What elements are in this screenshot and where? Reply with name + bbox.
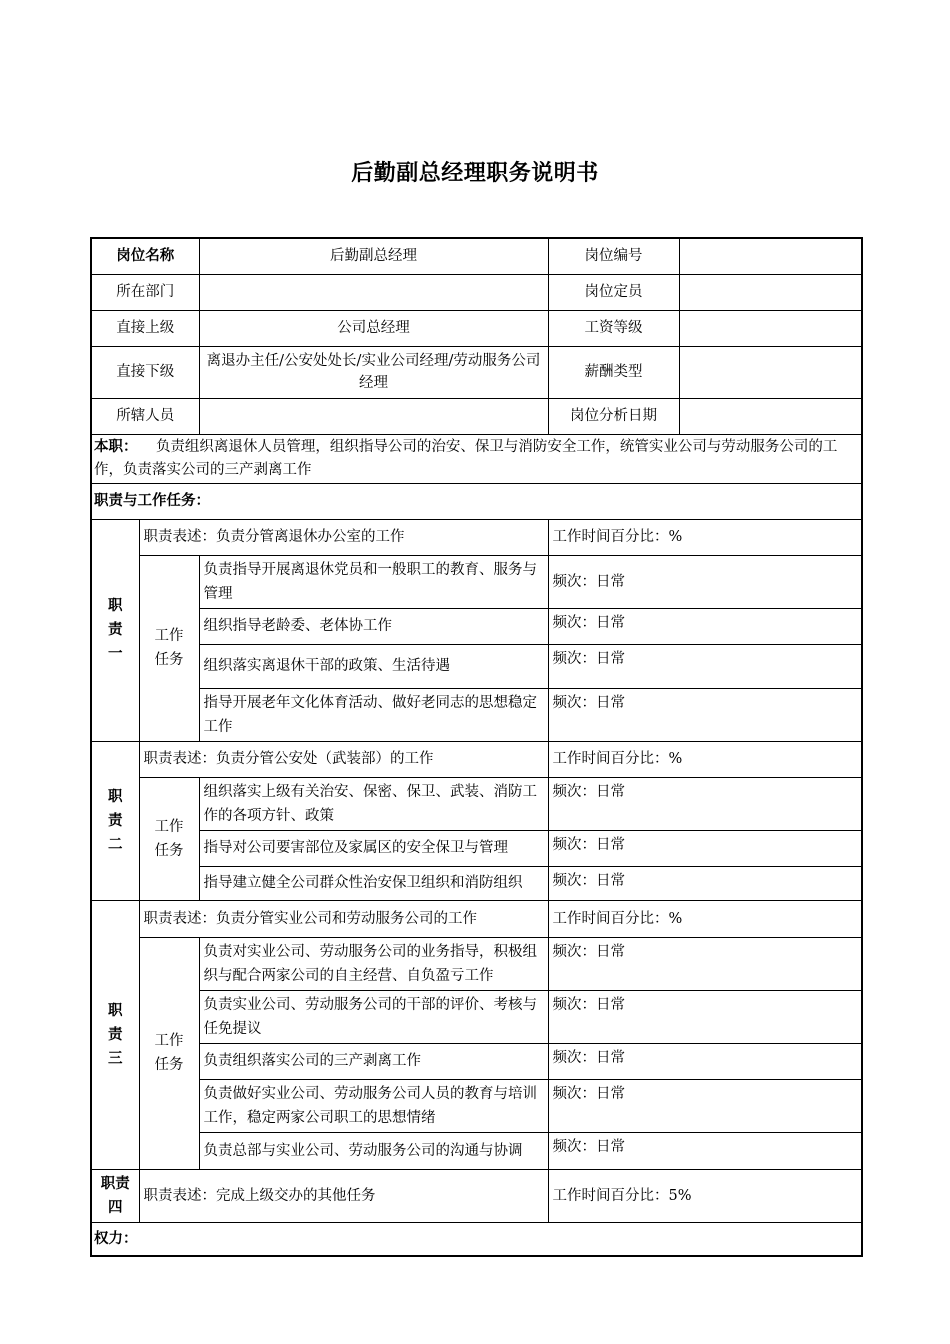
task-frequency: 频次：日常: [548, 990, 862, 1043]
summary-cell: [91, 434, 862, 483]
task-frequency: 频次：日常: [548, 644, 862, 688]
duty-description-row: [91, 741, 862, 777]
pay-type-value: [679, 346, 862, 398]
task-row: [91, 555, 862, 608]
duty-description-row: [91, 900, 862, 937]
analysis-date-value: [679, 398, 862, 434]
authority-label: 权力：: [91, 1222, 862, 1256]
task-text: 组织落实离退休干部的政策、生活待遇: [199, 644, 548, 688]
position-code-value: [679, 238, 862, 274]
pay-type-label: 薪酬类型: [548, 346, 679, 398]
summary-text: 负责组织离退休人员管理，组织指导公司的治安、保卫与消防安全工作，统管实业公司与劳动服务公司的工作，负责落实公司的三产剥离工作: [94, 438, 838, 478]
analysis-date-label: 岗位分析日期: [548, 398, 679, 434]
task-frequency: 频次：日常: [548, 1079, 862, 1132]
headcount-value: [679, 274, 862, 310]
info-row: [91, 310, 862, 346]
task-row: [91, 1132, 862, 1169]
duty-3-label: 职责三: [91, 900, 139, 1169]
task-text: 指导开展老年文化体育活动、做好老同志的思想稳定工作: [199, 688, 548, 741]
task-text: 组织落实上级有关治安、保密、保卫、武装、消防工作的各项方针、政策: [199, 777, 548, 830]
duty-2-time-percent: 工作时间百分比：%: [548, 741, 862, 777]
duties-heading: 职责与工作任务：: [91, 483, 862, 519]
task-text: 负责对实业公司、劳动服务公司的业务指导，积极组织与配合两家公司的自主经营、自负盈亏工作: [199, 937, 548, 990]
position-name-label: 岗位名称: [91, 238, 199, 274]
duty-4-time-percent: 工作时间百分比：5%: [548, 1169, 862, 1222]
duty-3-description: 职责表述：负责分管实业公司和劳动服务公司的工作: [139, 900, 548, 937]
department-label: 所在部门: [91, 274, 199, 310]
task-row: [91, 830, 862, 866]
duty-1-time-percent: 工作时间百分比：%: [548, 519, 862, 555]
duty-description-row: [91, 519, 862, 555]
task-frequency: 频次：日常: [548, 937, 862, 990]
task-row: [91, 937, 862, 990]
subordinate-label: 直接下级: [91, 346, 199, 398]
task-frequency: 频次：日常: [548, 866, 862, 900]
staff-label: 所辖人员: [91, 398, 199, 434]
duty-1-label: 职责一: [91, 519, 139, 741]
task-row: [91, 990, 862, 1043]
task-row: [91, 1043, 862, 1079]
position-name-value: 后勤副总经理: [199, 238, 548, 274]
task-row: [91, 777, 862, 830]
task-text: 负责总部与实业公司、劳动服务公司的沟通与协调: [199, 1132, 548, 1169]
task-text: 负责做好实业公司、劳动服务公司人员的教育与培训工作，稳定两家公司职工的思想情绪: [199, 1079, 548, 1132]
task-row: [91, 688, 862, 741]
task-frequency: 频次：日常: [548, 555, 862, 608]
task-text: 负责指导开展离退休党员和一般职工的教育、服务与管理: [199, 555, 548, 608]
task-frequency: 频次：日常: [548, 608, 862, 644]
staff-value: [199, 398, 548, 434]
task-frequency: 频次：日常: [548, 830, 862, 866]
task-label: 工作任务: [139, 937, 199, 1169]
info-row: [91, 346, 862, 398]
task-label: 工作任务: [139, 555, 199, 741]
task-row: [91, 608, 862, 644]
task-row: [91, 644, 862, 688]
salary-grade-value: [679, 310, 862, 346]
duty-2-description: 职责表述：负责分管公安处（武装部）的工作: [139, 741, 548, 777]
subordinate-value: 离退办主任/公安处处长/实业公司经理/劳动服务公司经理: [199, 346, 548, 398]
summary-row: [91, 434, 862, 483]
department-value: [199, 274, 548, 310]
page-title: 后勤副总经理职务说明书: [351, 161, 599, 186]
summary-label: 本职：: [94, 438, 138, 455]
duties-heading-row: [91, 483, 862, 519]
task-frequency: 频次：日常: [548, 1132, 862, 1169]
duty-description-row: [91, 1169, 862, 1222]
duty-3-time-percent: 工作时间百分比：%: [548, 900, 862, 937]
task-row: [91, 866, 862, 900]
authority-row: [91, 1222, 862, 1256]
superior-value: 公司总经理: [199, 310, 548, 346]
task-text: 指导对公司要害部位及家属区的安全保卫与管理: [199, 830, 548, 866]
duty-2-label: 职责二: [91, 741, 139, 900]
duty-4-description: 职责表述：完成上级交办的其他任务: [139, 1169, 548, 1222]
duty-4-label: 职责四: [91, 1169, 139, 1222]
info-row: [91, 238, 862, 274]
task-text: 负责组织落实公司的三产剥离工作: [199, 1043, 548, 1079]
task-frequency: 频次：日常: [548, 777, 862, 830]
info-row: [91, 398, 862, 434]
task-frequency: 频次：日常: [548, 688, 862, 741]
task-text: 指导建立健全公司群众性治安保卫组织和消防组织: [199, 866, 548, 900]
task-frequency: 频次：日常: [548, 1043, 862, 1079]
duty-1-description: 职责表述：负责分管离退休办公室的工作: [139, 519, 548, 555]
salary-grade-label: 工资等级: [548, 310, 679, 346]
headcount-label: 岗位定员: [548, 274, 679, 310]
task-label: 工作任务: [139, 777, 199, 900]
task-text: 负责实业公司、劳动服务公司的干部的评价、考核与任免提议: [199, 990, 548, 1043]
task-row: [91, 1079, 862, 1132]
info-row: [91, 274, 862, 310]
superior-label: 直接上级: [91, 310, 199, 346]
task-text: 组织指导老龄委、老体协工作: [199, 608, 548, 644]
position-code-label: 岗位编号: [548, 238, 679, 274]
job-description-table: [90, 237, 863, 1257]
